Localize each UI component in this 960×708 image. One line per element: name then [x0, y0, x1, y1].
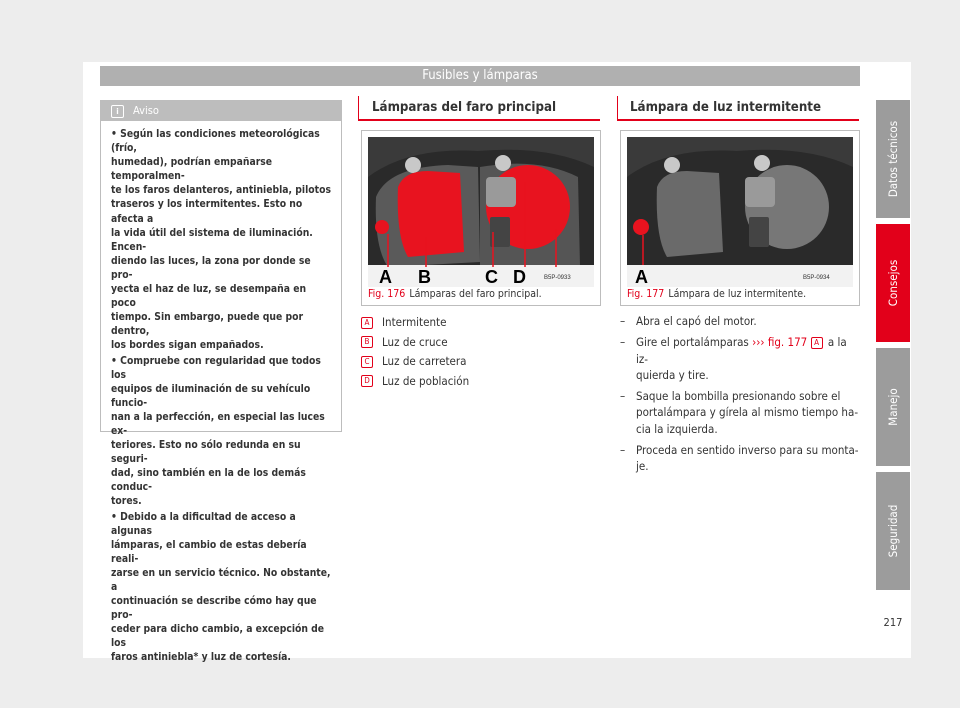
inline-badge: A: [811, 337, 823, 349]
step-item: – Proceda en sentido inverso para su monta- je.: [620, 443, 859, 474]
legend-badge: C: [361, 356, 373, 368]
step-item: – Abra el capó del motor.: [620, 314, 757, 328]
aviso-body: [101, 121, 341, 665]
legend-badge: A: [361, 317, 373, 329]
section-rule: [617, 119, 859, 121]
aviso-bullet: • Compruebe con regularidad que todos los equipos de iluminación de su vehículo funcio- nan a la perfección, en especial las luces ex- teriores. Esto no sólo redunda en su seguri- dad, sino también en la de los demás conduc- tores.: [111, 354, 325, 508]
page-number: 217: [883, 616, 903, 629]
legend-badge: D: [361, 375, 373, 387]
marker-d: D: [513, 267, 526, 287]
figure-caption: Fig. 176 Lámparas del faro principal.: [368, 288, 542, 300]
legend-item: A Intermitente: [361, 315, 469, 335]
figure-code: B5P-0933: [544, 275, 571, 281]
tab-datos-tecnicos[interactable]: Datos técnicos: [876, 100, 910, 218]
figure-ref-link[interactable]: fig. 177: [767, 335, 808, 350]
legend-item: C Luz de carretera: [361, 354, 469, 374]
aviso-bullet: • Según las condiciones meteorológicas (frío, humedad), podrían empañarse temporalmen- te los faros delanteros, antiniebla, pilotos traseros y los intermitentes. Esto no afecta a la vida útil del sistema de iluminación. Encen- diendo las luces, la zona por donde se pro- yecta el haz de luz, se desempaña en poco tiempo. Sin embargo, puede que por dentro, los bordes sigan empañados.: [111, 128, 331, 352]
aviso-title: Aviso: [133, 104, 159, 117]
marker-c: C: [485, 267, 498, 287]
legend-item: D Luz de población: [361, 374, 469, 394]
steps-list: [620, 313, 860, 480]
section-rule-left: [617, 96, 618, 120]
figure-177: [620, 130, 860, 306]
aviso-bullet: • Debido a la dificultad de acceso a algunas lámparas, el cambio de estas debería reali- zarse en un servicio técnico. No obstante, a continuación se describe cómo hay que pro- ceder para dicho cambio, a excepción de los faros antiniebla* y luz de cortesía.: [111, 510, 331, 664]
tab-consejos[interactable]: Consejos: [876, 224, 910, 342]
legend-list: [361, 315, 469, 393]
info-icon: i: [111, 105, 124, 118]
section-title-faro: Lámparas del faro principal: [372, 100, 557, 115]
figure-code: B5P-0934: [803, 275, 830, 281]
tab-seguridad[interactable]: Seguridad: [876, 472, 910, 590]
section-title-intermitente: Lámpara de luz intermitente: [630, 100, 822, 115]
marker-a: A: [379, 267, 392, 287]
figure-176: [361, 130, 601, 306]
aviso-box: [100, 100, 342, 664]
step-item: – Saque la bombilla presionando sobre el portalámpara y gírela al mismo tiempo ha- cia la izquierda.: [620, 389, 859, 436]
legend-item: B Luz de cruce: [361, 335, 469, 355]
marker-b: B: [418, 267, 431, 287]
section-rule-left: [358, 96, 359, 120]
marker-a: A: [635, 267, 648, 287]
headlamp-image: [368, 137, 594, 287]
tab-manejo[interactable]: Manejo: [876, 348, 910, 466]
legend-badge: B: [361, 336, 373, 348]
aviso-header: [101, 101, 341, 121]
page-header: Fusibles y lámparas: [100, 66, 860, 86]
figure-caption: Fig. 177 Lámpara de luz intermitente.: [627, 288, 807, 300]
step-item: – Gire el portalámparas ››› fig. 177 A a la iz- quierda y tire.: [620, 335, 847, 382]
section-rule: [358, 119, 600, 121]
headlamp-image-2: [627, 137, 853, 287]
